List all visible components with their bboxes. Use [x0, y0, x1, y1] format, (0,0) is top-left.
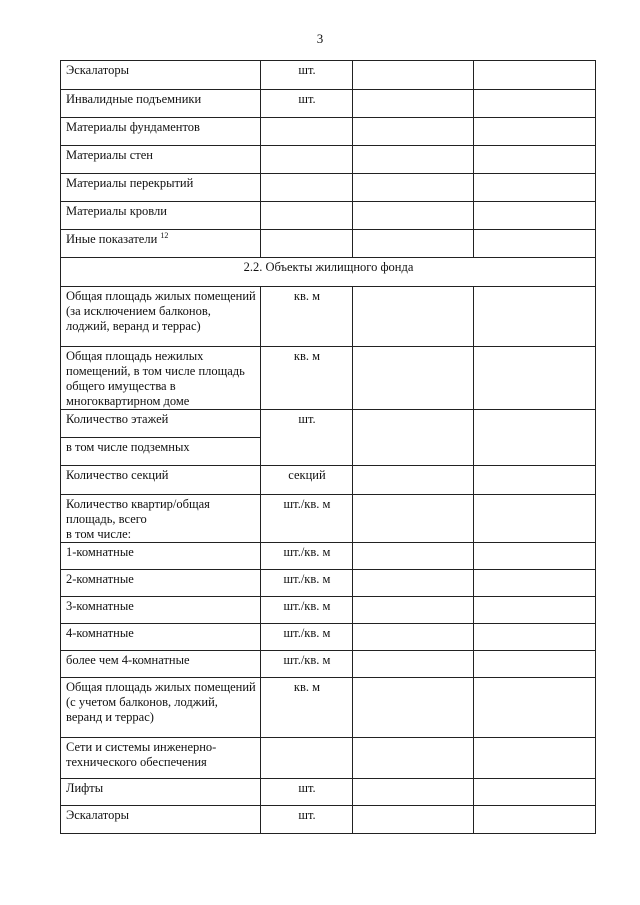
value-cell	[353, 597, 474, 624]
row-unit	[261, 146, 353, 174]
row-unit: шт.	[261, 806, 353, 834]
table-row	[61, 543, 596, 570]
row-unit: шт./кв. м	[261, 495, 353, 543]
row-label: более чем 4-комнатные	[61, 651, 261, 678]
value-cell	[353, 624, 474, 651]
table-row	[61, 466, 596, 495]
row-label-text: Иные показатели	[66, 232, 158, 246]
row-label: 2-комнатные	[61, 570, 261, 597]
value-cell	[353, 347, 474, 410]
value-cell	[353, 146, 474, 174]
value-cell	[474, 678, 596, 738]
row-unit: шт./кв. м	[261, 570, 353, 597]
section-row	[61, 258, 596, 287]
row-label	[61, 230, 261, 258]
value-cell	[474, 597, 596, 624]
value-cell	[474, 202, 596, 230]
value-cell	[353, 230, 474, 258]
table-row	[61, 174, 596, 202]
row-label: Эскалаторы	[61, 61, 261, 90]
table-row	[61, 738, 596, 779]
row-unit: шт.	[261, 61, 353, 90]
footnote-marker: 12	[160, 230, 169, 240]
row-label: Сети и системы инженерно-технического обеспечения	[61, 738, 261, 779]
row-unit	[261, 174, 353, 202]
value-cell	[474, 230, 596, 258]
row-unit: кв. м	[261, 678, 353, 738]
value-cell	[474, 624, 596, 651]
value-cell	[353, 61, 474, 90]
row-label: Количество этажей	[61, 410, 261, 438]
value-cell	[474, 347, 596, 410]
table-row	[61, 678, 596, 738]
table-row	[61, 146, 596, 174]
row-label	[61, 495, 261, 543]
row-label: Эскалаторы	[61, 806, 261, 834]
row-label: Материалы кровли	[61, 202, 261, 230]
value-cell	[353, 174, 474, 202]
row-unit	[261, 202, 353, 230]
value-cell	[353, 738, 474, 779]
value-cell	[474, 410, 596, 466]
row-label: 1-комнатные	[61, 543, 261, 570]
indicators-table	[60, 60, 596, 834]
value-cell	[474, 543, 596, 570]
table-row	[61, 624, 596, 651]
row-label: Инвалидные подъемники	[61, 90, 261, 118]
row-unit: шт./кв. м	[261, 624, 353, 651]
table-row	[61, 347, 596, 410]
table-row	[61, 651, 596, 678]
value-cell	[474, 806, 596, 834]
table-row	[61, 90, 596, 118]
page-number: 3	[316, 31, 324, 46]
row-sublabel: в том числе:	[66, 527, 132, 541]
value-cell	[353, 651, 474, 678]
table-row	[61, 570, 596, 597]
value-cell	[353, 779, 474, 806]
value-cell	[353, 90, 474, 118]
value-cell	[474, 495, 596, 543]
row-unit: шт./кв. м	[261, 543, 353, 570]
value-cell	[353, 202, 474, 230]
value-cell	[474, 738, 596, 779]
row-unit	[261, 118, 353, 146]
value-cell	[474, 570, 596, 597]
value-cell	[353, 118, 474, 146]
value-cell	[353, 495, 474, 543]
row-label: Материалы перекрытий	[61, 174, 261, 202]
value-cell	[474, 146, 596, 174]
row-unit	[261, 230, 353, 258]
row-label: Материалы стен	[61, 146, 261, 174]
row-sublabel: в том числе подземных	[61, 438, 261, 466]
table-row	[61, 779, 596, 806]
row-unit: шт./кв. м	[261, 651, 353, 678]
value-cell	[474, 118, 596, 146]
row-label-text: Количество квартир/общая площадь, всего	[66, 497, 210, 526]
value-cell	[353, 570, 474, 597]
value-cell	[353, 678, 474, 738]
value-cell	[353, 466, 474, 495]
row-unit: кв. м	[261, 287, 353, 347]
value-cell	[474, 61, 596, 90]
table-row	[61, 597, 596, 624]
row-label: Общая площадь нежилых помещений, в том числе площадь общего имущества в многоквартирном доме	[61, 347, 261, 410]
row-label: Общая площадь жилых помещений (за исключением балконов, лоджий, веранд и террас)	[61, 287, 261, 347]
row-label: Общая площадь жилых помещений (с учетом балконов, лоджий, веранд и террас)	[61, 678, 261, 738]
table-row	[61, 202, 596, 230]
row-unit: шт.	[261, 410, 353, 466]
value-cell	[474, 90, 596, 118]
row-label: Количество секций	[61, 466, 261, 495]
row-unit: секций	[261, 466, 353, 495]
row-unit: шт.	[261, 779, 353, 806]
value-cell	[474, 174, 596, 202]
row-unit: шт.	[261, 90, 353, 118]
value-cell	[353, 287, 474, 347]
table-row	[61, 410, 596, 438]
value-cell	[474, 651, 596, 678]
row-label: Лифты	[61, 779, 261, 806]
table-row	[61, 806, 596, 834]
table-row	[61, 230, 596, 258]
section-title: 2.2. Объекты жилищного фонда	[61, 258, 596, 287]
value-cell	[474, 779, 596, 806]
table-row	[61, 118, 596, 146]
row-unit: кв. м	[261, 347, 353, 410]
value-cell	[353, 543, 474, 570]
row-unit: шт./кв. м	[261, 597, 353, 624]
row-unit	[261, 738, 353, 779]
table-row	[61, 61, 596, 90]
table-row	[61, 495, 596, 543]
table-row	[61, 287, 596, 347]
value-cell	[353, 806, 474, 834]
row-label: Материалы фундаментов	[61, 118, 261, 146]
row-label: 3-комнатные	[61, 597, 261, 624]
value-cell	[353, 410, 474, 466]
value-cell	[474, 287, 596, 347]
value-cell	[474, 466, 596, 495]
row-label: 4-комнатные	[61, 624, 261, 651]
